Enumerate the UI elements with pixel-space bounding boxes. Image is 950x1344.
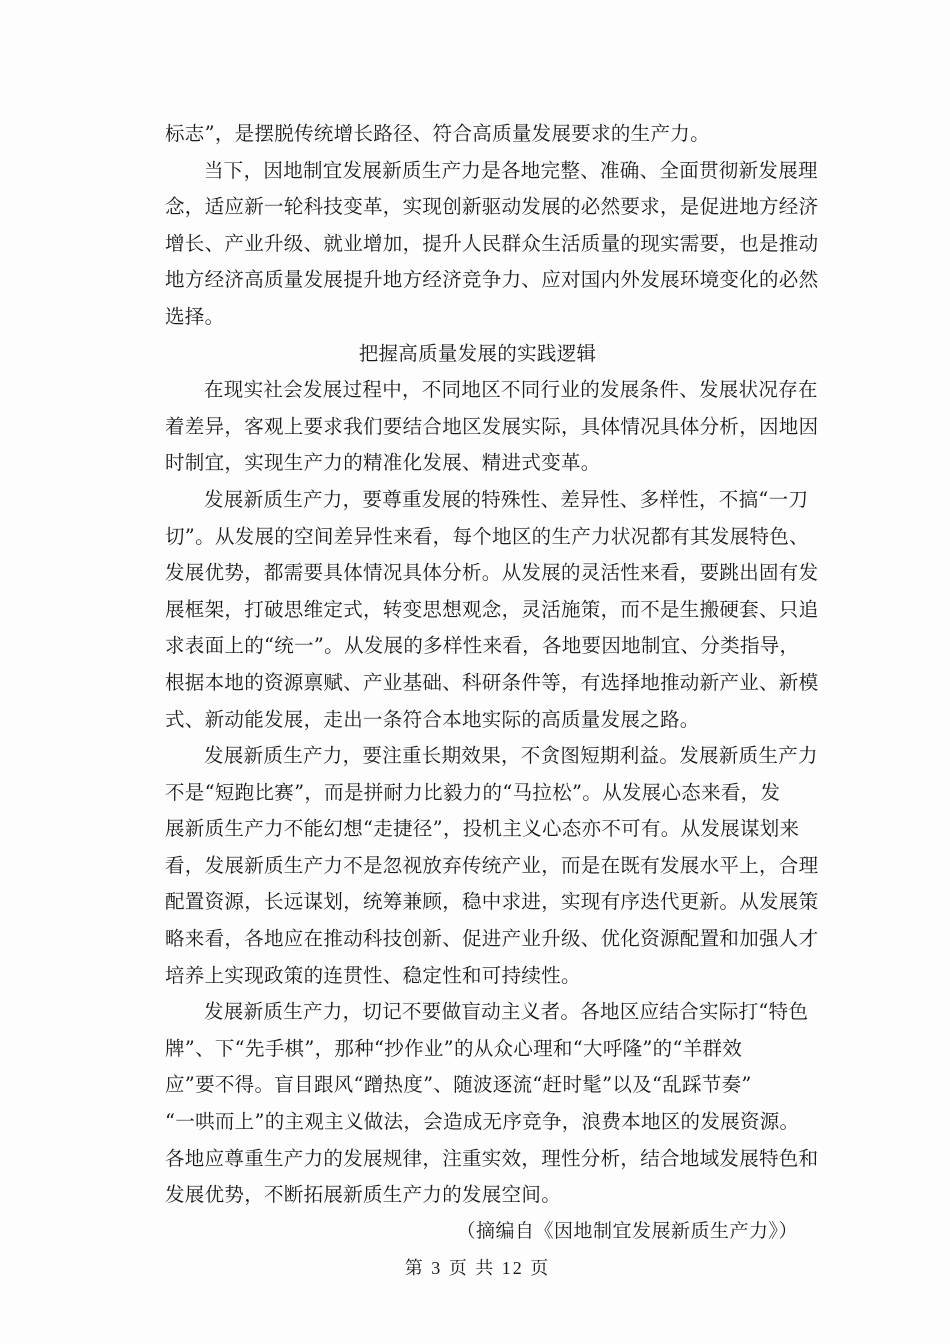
text-line: 地方经济高质量发展提升地方经济竞争力、应对国内外发展环境变化的必然 xyxy=(165,268,819,292)
text-line: 配置资源，长远谋划，统筹兼顾，稳中求进，实现有序迭代更新。从发展策 xyxy=(165,890,819,914)
paragraph-first-line: 在现实社会发展过程中，不同地区不同行业的发展条件、发展状况存在 xyxy=(204,378,818,402)
article-body xyxy=(165,116,819,1287)
paragraph-first-line: 发展新质生产力，切记不要做盲动主义者。各地区应结合实际打“特色 xyxy=(204,1000,809,1024)
text-line: 培养上实现政策的连贯性、稳定性和可持续性。 xyxy=(165,963,581,987)
paragraph-first-line: 当下，因地制宜发展新质生产力是各地完整、准确、全面贯彻新发展理 xyxy=(204,158,818,182)
text-line: 发展优势，都需要具体情况具体分析。从发展的灵活性来看，要跳出固有发 xyxy=(165,561,819,585)
text-line: 时制宜，实现生产力的精准化发展、精进式变革。 xyxy=(165,451,601,475)
source-citation: （摘编自《因地制宜发展新质生产力》） xyxy=(456,1220,798,1242)
text-line: 牌”、下“先手棋”，那种“抄作业”的从众心理和“大呼隆”的“羊群效 xyxy=(165,1036,743,1060)
text-line: 切”。从发展的空间差异性来看，每个地区的生产力状况都有其发展特色、 xyxy=(165,524,809,548)
text-line: 略来看，各地应在推动科技创新、促进产业升级、优化资源配置和加强人才 xyxy=(165,927,819,951)
text-line: 标志”，是摆脱传统增长路径、符合高质量发展要求的生产力。 xyxy=(165,122,710,145)
text-line: 求表面上的“统一”。从发展的多样性来看，各地要因地制宜、分类指导， xyxy=(165,634,800,658)
text-line: 看，发展新质生产力不是忽视放弃传统产业，而是在既有发展水平上，合理 xyxy=(165,853,819,877)
text-line: 各地应尊重生产力的发展规律，注重实效，理性分析，结合地域发展特色和 xyxy=(165,1146,819,1170)
text-line: 展新质生产力不能幻想“走捷径”，投机主义心态亦不可有。从发展谋划来 xyxy=(165,817,800,841)
text-line: 着差异，客观上要求我们要结合地区发展实际，具体情况具体分析，因地因 xyxy=(165,414,819,438)
text-line: 念，适应新一轮科技变革，实现创新驱动发展的必然要求，是促进地方经济 xyxy=(165,195,819,219)
page-number-footer: 第 3 页 共 12 页 xyxy=(404,1258,551,1279)
paragraph-first-line: 发展新质生产力，要注重长期效果，不贪图短期利益。发展新质生产力 xyxy=(204,744,818,768)
text-line: 选择。 xyxy=(165,304,225,328)
text-line: 应”要不得。盲目跟风“蹭热度”、随波逐流“赶时髦”以及“乱踩节奏” xyxy=(165,1073,752,1097)
text-line: “一哄而上”的主观主义做法，会造成无序竞争，浪费本地区的发展资源。 xyxy=(165,1110,800,1134)
text-line: 式、新动能发展，走出一条符合本地实际的高质量发展之路。 xyxy=(165,707,700,731)
text-line: 不是“短跑比赛”，而是拼耐力比毅力的“马拉松”。从发展心态来看，发 xyxy=(165,780,781,804)
text-line: 展框架，打破思维定式，转变思想观念，灵活施策，而不是生搬硬套、只追 xyxy=(165,597,819,621)
text-line: 增长、产业升级、就业增加，提升人民群众生活质量的现实需要，也是推动 xyxy=(165,231,819,255)
text-line: 发展优势，不断拓展新质生产力的发展空间。 xyxy=(165,1183,562,1207)
text-line: 根据本地的资源禀赋、产业基础、科研条件等，有选择地推动新产业、新模 xyxy=(165,670,819,694)
paragraph-first-line: 发展新质生产力，要尊重发展的特殊性、差异性、多样性，不搞“一刀 xyxy=(204,487,809,511)
section-heading: 把握高质量发展的实践逻辑 xyxy=(358,341,597,365)
